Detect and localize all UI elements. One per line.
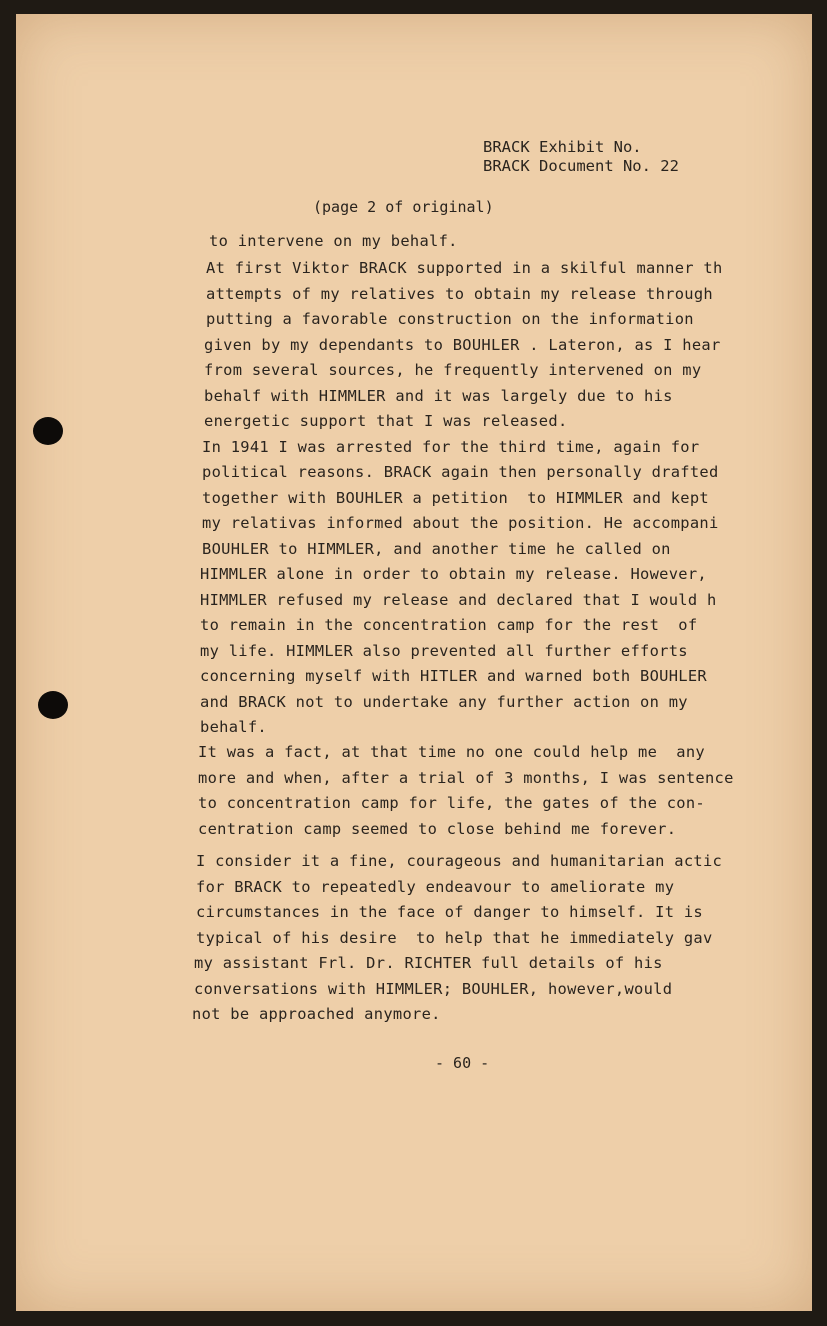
text-line: political reasons. BRACK again then personally drafted <box>202 463 719 481</box>
text-line: my relativas informed about the position. He accompani <box>202 514 719 532</box>
text-line: In 1941 I was arrested for the third time, again for <box>202 438 700 456</box>
text-line: concerning myself with HITLER and warned both BOUHLER <box>200 667 707 685</box>
text-line: my assistant Frl. Dr. RICHTER full details of his <box>194 954 663 972</box>
page-caption: (page 2 of original) <box>313 198 494 216</box>
text-line: energetic support that I was released. <box>204 412 568 430</box>
document-page <box>16 14 812 1311</box>
punch-hole-bottom <box>38 691 68 719</box>
text-line: At first Viktor BRACK supported in a skilful manner th <box>206 259 723 277</box>
exhibit-label: BRACK Exhibit No. <box>483 138 642 156</box>
text-line: BOUHLER to HIMMLER, and another time he called on <box>202 540 671 558</box>
text-line: to concentration camp for life, the gates of the con- <box>198 794 705 812</box>
text-line: I consider it a fine, courageous and humanitarian actic <box>196 852 723 870</box>
page-number: - 60 - <box>435 1054 490 1072</box>
text-line: centration camp seemed to close behind me forever. <box>198 820 677 838</box>
text-line: more and when, after a trial of 3 months, I was sentence <box>198 769 734 787</box>
text-line: given by my dependants to BOUHLER . Lateron, as I hear <box>204 336 721 354</box>
text-line: to remain in the concentration camp for the rest of <box>200 616 698 634</box>
text-line: conversations with HIMMLER; BOUHLER, however,would <box>194 980 673 998</box>
text-line: from several sources, he frequently intervened on my <box>204 361 702 379</box>
text-line: not be approached anymore. <box>192 1005 441 1023</box>
text-line: behalf with HIMMLER and it was largely due to his <box>204 387 673 405</box>
text-line: and BRACK not to undertake any further action on my <box>200 693 688 711</box>
document-label: BRACK Document No. 22 <box>483 157 679 175</box>
text-line: attempts of my relatives to obtain my release through <box>206 285 713 303</box>
text-line: together with BOUHLER a petition to HIMMLER and kept <box>202 489 709 507</box>
text-line: HIMMLER alone in order to obtain my release. However, <box>200 565 707 583</box>
text-line: behalf. <box>200 718 267 736</box>
text-line: circumstances in the face of danger to himself. It is <box>196 903 703 921</box>
punch-hole-top <box>33 417 63 445</box>
text-line: to intervene on my behalf. <box>209 232 458 250</box>
text-line: putting a favorable construction on the information <box>206 310 694 328</box>
text-line: It was a fact, at that time no one could help me any <box>198 743 705 761</box>
text-line: for BRACK to repeatedly endeavour to ameliorate my <box>196 878 675 896</box>
text-line: typical of his desire to help that he immediately gav <box>196 929 713 947</box>
text-line: HIMMLER refused my release and declared that I would h <box>200 591 717 609</box>
text-line: my life. HIMMLER also prevented all further efforts <box>200 642 688 660</box>
